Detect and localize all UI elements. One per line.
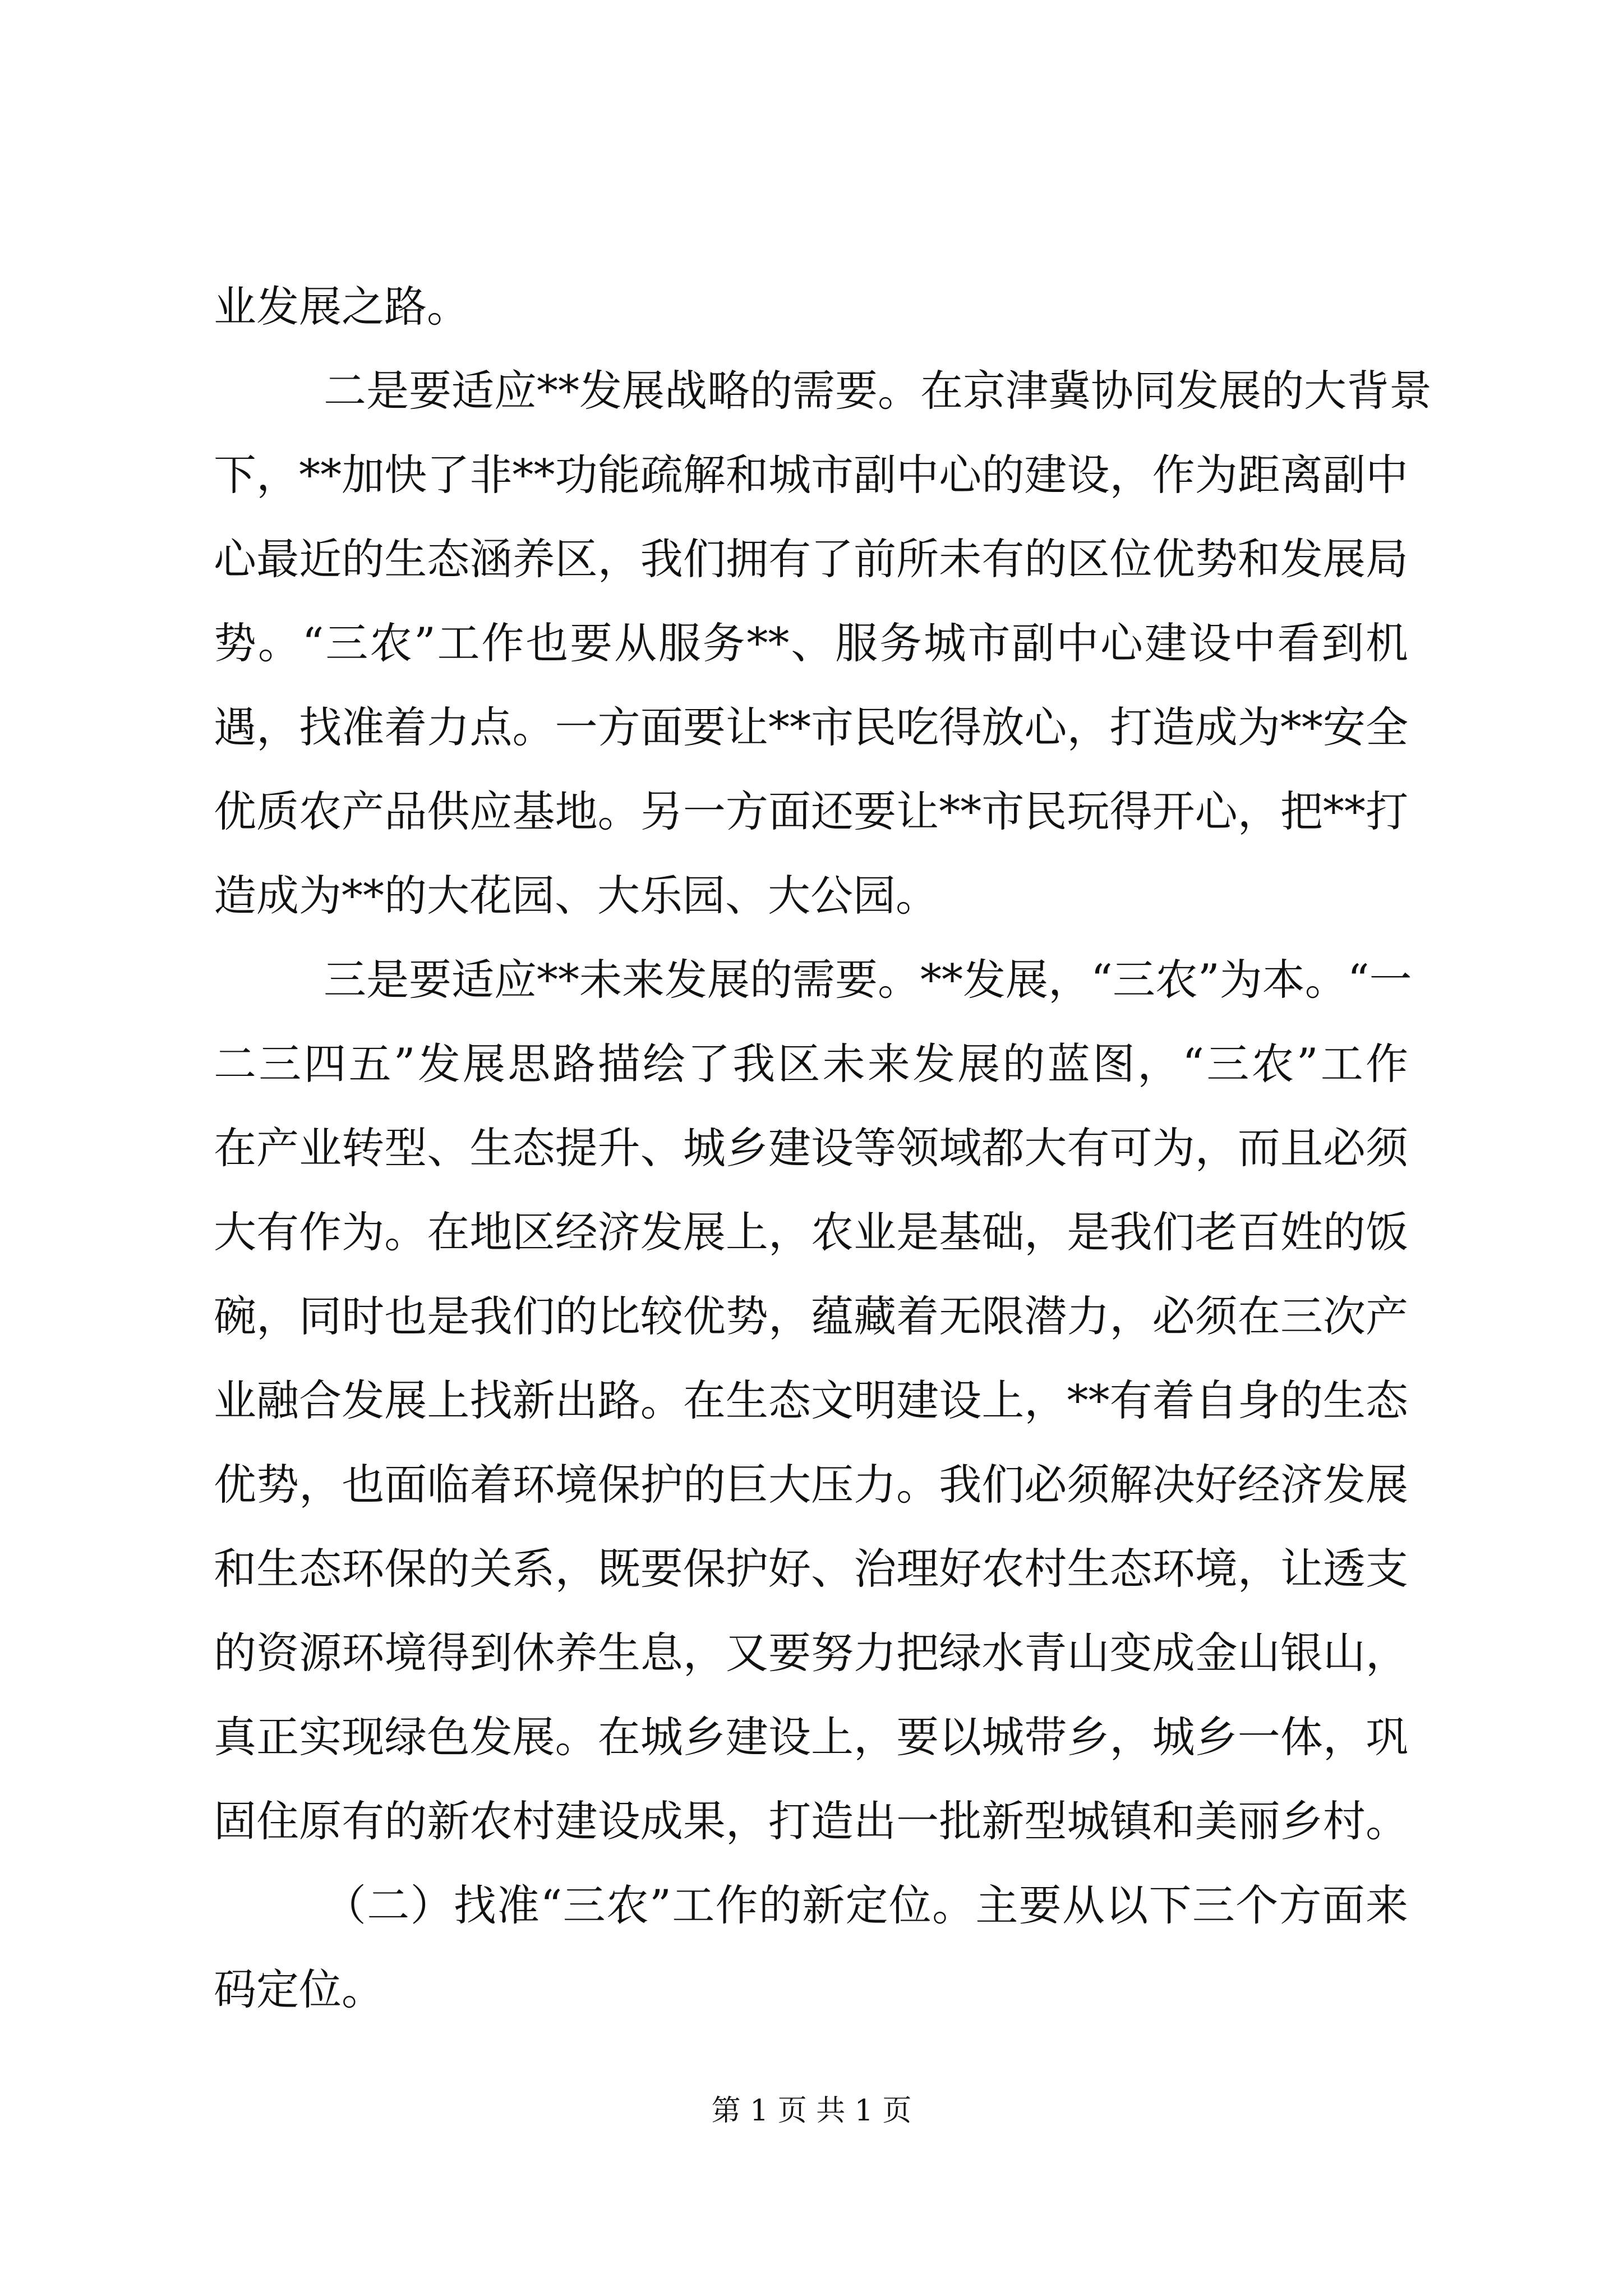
text-line: 业发展之路。 (214, 282, 469, 332)
text-line: 二是要适应**发展战略的需要。在京津冀协同发展的大背景 (324, 366, 1432, 416)
text-line: 下，**加快了非**功能疏解和城市副中心的建设，作为距离副中 (214, 450, 1408, 500)
text-line: 在产业转型、生态提升、城乡建设等领域都大有可为，而且必须 (214, 1123, 1408, 1173)
document-body (214, 265, 1432, 2032)
text-line: 势。“三农”工作也要从服务**、服务城市副中心建设中看到机 (214, 618, 1408, 668)
text-line: 优势，也面临着环境保护的巨大压力。我们必须解决好经济发展 (214, 1460, 1408, 1510)
text-line: 固住原有的新农村建设成果，打造出一批新型城镇和美丽乡村。 (214, 1796, 1408, 1846)
text-line: 和生态环保的关系，既要保护好、治理好农村生态环境，让透支 (214, 1544, 1408, 1594)
text-line: 造成为**的大花园、大乐园、大公园。 (214, 871, 938, 921)
text-line: （二）找准“三农”工作的新定位。主要从以下三个方面来 (324, 1880, 1408, 1930)
text-line: 优质农产品供应基地。另一方面还要让**市民玩得开心，把**打 (214, 786, 1408, 836)
text-line: 遇，找准着力点。一方面要让**市民吃得放心，打造成为**安全 (214, 702, 1408, 752)
text-line: 业融合发展上找新出路。在生态文明建设上，**有着自身的生态 (214, 1375, 1408, 1425)
page-number: 第 1 页 共 1 页 (711, 2094, 912, 2128)
text-line: 二三四五”发展思路描绘了我区未来发展的蓝图，“三农”工作 (214, 1039, 1408, 1089)
text-line: 心最近的生态涵养区，我们拥有了前所未有的区位优势和发展局 (214, 534, 1408, 584)
text-line: 码定位。 (214, 1964, 384, 2014)
text-line: 三是要适应**未来发展的需要。**发展，“三农”为本。“一 (324, 955, 1412, 1005)
text-line: 大有作为。在地区经济发展上，农业是基础，是我们老百姓的饭 (214, 1207, 1408, 1257)
text-line: 的资源环境得到休养生息，又要努力把绿水青山变成金山银山， (214, 1628, 1408, 1678)
text-line: 碗，同时也是我们的比较优势，蕴藏着无限潜力，必须在三次产 (214, 1291, 1408, 1341)
text-line: 真正实现绿色发展。在城乡建设上，要以城带乡，城乡一体，巩 (214, 1712, 1408, 1762)
